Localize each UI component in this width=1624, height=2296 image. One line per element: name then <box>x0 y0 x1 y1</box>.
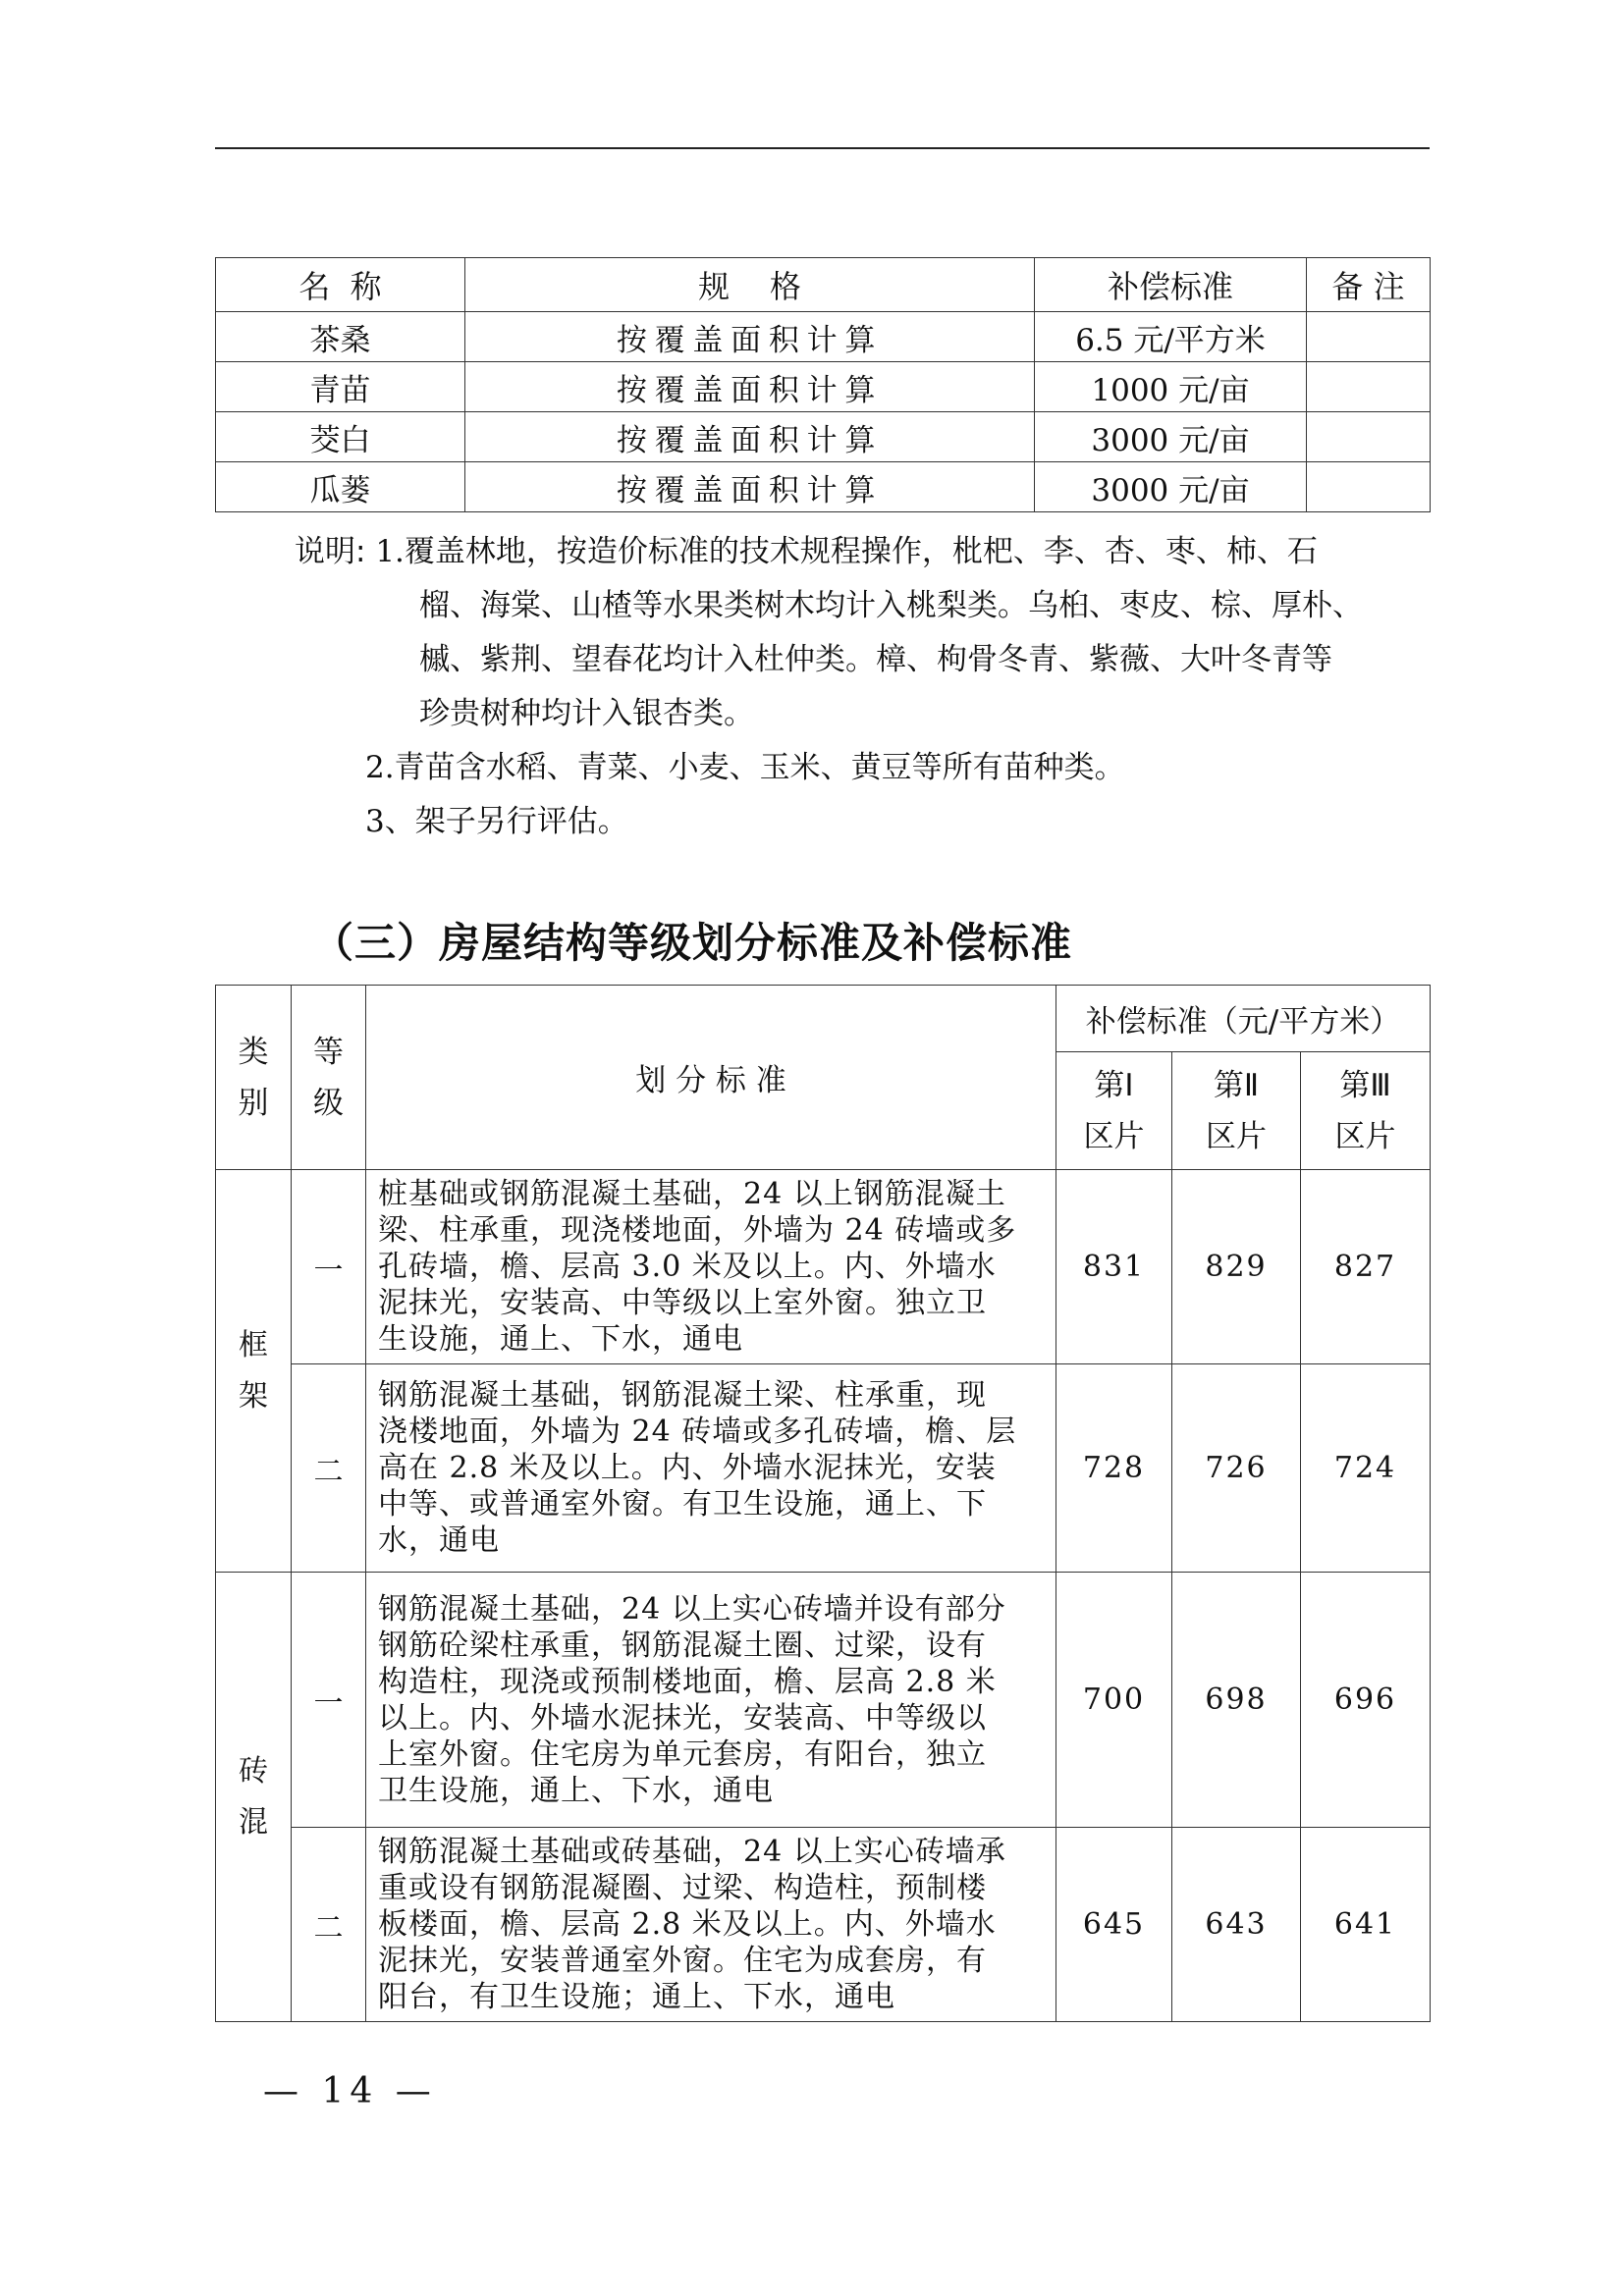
table-header-row <box>216 986 1431 1052</box>
col-header-zone-1 <box>1056 1052 1172 1170</box>
col-header-spec: 规 格 <box>465 258 1035 312</box>
table-row <box>216 462 1431 512</box>
notes-block <box>295 525 1414 849</box>
criteria-line: 孔砖墙，檐、层高 3.0 米及以上。内、外墙水 <box>378 1250 997 1284</box>
zone-1-value: 700 <box>1056 1573 1172 1828</box>
category-text: 砖混 <box>239 1753 268 1840</box>
criteria-cell <box>366 1828 1056 2022</box>
zone-3-text: 第Ⅲ区片 <box>1334 1067 1396 1154</box>
note-1-line: 槭、紫荆、望春花均计入杜仲类。樟、枸骨冬青、紫薇、大叶冬青等 <box>419 642 1332 677</box>
grade-cell: 二 <box>292 1828 366 2022</box>
zone-1-value: 728 <box>1056 1364 1172 1573</box>
criteria-line: 阳台，有卫生设施；通上、下水，通电 <box>378 1980 895 2014</box>
criteria-line: 泥抹光，安装普通室外窗。住宅为成套房，有 <box>378 1944 987 1978</box>
row-note <box>1307 462 1431 512</box>
row-spec: 按覆盖面积计算 <box>465 462 1035 512</box>
col-header-zone-2 <box>1172 1052 1301 1170</box>
row-spec: 按覆盖面积计算 <box>465 412 1035 462</box>
criteria-line: 钢筋混凝土基础或砖基础，24 以上实心砖墙承 <box>378 1835 1006 1869</box>
zone-2-value: 726 <box>1172 1364 1301 1573</box>
page-number: — 14 — <box>263 2071 437 2111</box>
criteria-line: 钢筋混凝土基础，钢筋混凝土梁、柱承重，现 <box>378 1378 987 1413</box>
criteria-line: 卫生设施，通上、下水，通电 <box>378 1773 774 1808</box>
criteria-line: 上室外窗。住宅房为单元套房，有阳台，独立 <box>378 1736 987 1772</box>
grade-cell: 二 <box>292 1364 366 1573</box>
note-2: 2.青苗含水稻、青菜、小麦、玉米、黄豆等所有苗种类。 <box>365 750 1125 785</box>
criteria-line: 水，通电 <box>378 1523 500 1558</box>
zone-1-value: 645 <box>1056 1828 1172 2022</box>
table-row <box>216 1364 1431 1573</box>
zone-3-value: 724 <box>1301 1364 1431 1573</box>
criteria-line: 板楼面，檐、层高 2.8 米及以上。内、外墙水 <box>378 1907 997 1942</box>
col-header-zone-3 <box>1301 1052 1431 1170</box>
row-note <box>1307 362 1431 412</box>
table-row <box>216 362 1431 412</box>
header-rule <box>215 147 1430 149</box>
category-cell <box>216 1170 292 1573</box>
row-spec: 按覆盖面积计算 <box>465 362 1035 412</box>
criteria-line: 重或设有钢筋混凝圈、过梁、构造柱，预制楼 <box>378 1871 987 1905</box>
zone-3-value: 696 <box>1301 1573 1431 1828</box>
criteria-line: 高在 2.8 米及以上。内、外墙水泥抹光，安装 <box>378 1451 997 1485</box>
criteria-line: 以上。内、外墙水泥抹光，安装高、中等级以 <box>378 1700 987 1735</box>
col-header-price: 补偿标准 <box>1035 258 1307 312</box>
section-title: （三）房屋结构等级划分标准及补偿标准 <box>312 919 1073 967</box>
note-1-line: 1.覆盖林地，按造价标准的技术规程操作，枇杷、李、杏、枣、柿、石 <box>375 534 1318 569</box>
criteria-line: 浇楼地面，外墙为 24 砖墙或多孔砖墙，檐、层 <box>378 1415 1017 1449</box>
note-3: 3、架子另行评估。 <box>365 804 628 839</box>
criteria-cell <box>366 1170 1056 1364</box>
criteria-line: 构造柱，现浇或预制楼地面，檐、层高 2.8 米 <box>378 1664 997 1699</box>
criteria-line: 泥抹光，安装高、中等级以上室外窗。独立卫 <box>378 1286 987 1320</box>
zone-1-value: 831 <box>1056 1170 1172 1364</box>
row-name: 茶桑 <box>216 312 465 362</box>
col-header-name: 名 称 <box>216 258 465 312</box>
col-header-category <box>216 986 292 1170</box>
col-header-criteria: 划 分 标 准 <box>366 986 1056 1170</box>
row-price: 6.5 元/平方米 <box>1035 312 1307 362</box>
note-1-line: 榴、海棠、山楂等水果类树木均计入桃梨类。乌桕、枣皮、棕、厚朴、 <box>419 588 1363 623</box>
zone-3-value: 827 <box>1301 1170 1431 1364</box>
table-header-row <box>216 258 1431 312</box>
table-row <box>216 312 1431 362</box>
row-price: 1000 元/亩 <box>1035 362 1307 412</box>
criteria-line: 生设施，通上、下水，通电 <box>378 1322 743 1357</box>
row-price: 3000 元/亩 <box>1035 412 1307 462</box>
seedling-compensation-table <box>215 257 1431 512</box>
zone-3-value: 641 <box>1301 1828 1431 2022</box>
criteria-line: 钢筋砼梁柱承重，钢筋混凝土圈、过梁，设有 <box>378 1628 987 1663</box>
table-row <box>216 1573 1431 1828</box>
category-header-text: 类别 <box>238 1034 269 1121</box>
zone-2-value: 643 <box>1172 1828 1301 2022</box>
row-spec: 按覆盖面积计算 <box>465 312 1035 362</box>
table-row <box>216 1170 1431 1364</box>
house-structure-table <box>215 985 1431 2022</box>
col-header-compensation: 补偿标准（元/平方米） <box>1056 986 1431 1052</box>
zone-2-value: 829 <box>1172 1170 1301 1364</box>
row-note <box>1307 312 1431 362</box>
criteria-line: 梁、柱承重，现浇楼地面，外墙为 24 砖墙或多 <box>378 1213 1017 1248</box>
zone-2-text: 第Ⅱ区片 <box>1206 1067 1267 1154</box>
note-1-line: 珍贵树种均计入银杏类。 <box>419 696 754 731</box>
criteria-line: 中等、或普通室外窗。有卫生设施，通上、下 <box>378 1487 987 1522</box>
criteria-line: 桩基础或钢筋混凝土基础，24 以上钢筋混凝土 <box>378 1177 1006 1211</box>
table-row <box>216 1828 1431 2022</box>
grade-cell: 一 <box>292 1573 366 1828</box>
row-name: 瓜蒌 <box>216 462 465 512</box>
table-row <box>216 412 1431 462</box>
col-header-grade <box>292 986 366 1170</box>
note-line <box>295 525 1414 579</box>
grade-header-text: 等级 <box>313 1034 344 1121</box>
category-cell <box>216 1573 292 2022</box>
notes-label: 说明: <box>295 534 366 569</box>
criteria-cell <box>366 1364 1056 1573</box>
criteria-line: 钢筋混凝土基础，24 以上实心砖墙并设有部分 <box>378 1591 1006 1627</box>
row-name: 茭白 <box>216 412 465 462</box>
col-header-note: 备 注 <box>1307 258 1431 312</box>
category-text: 框架 <box>239 1327 268 1414</box>
row-price: 3000 元/亩 <box>1035 462 1307 512</box>
row-name: 青苗 <box>216 362 465 412</box>
zone-2-value: 698 <box>1172 1573 1301 1828</box>
row-note <box>1307 412 1431 462</box>
grade-cell: 一 <box>292 1170 366 1364</box>
zone-1-text: 第Ⅰ区片 <box>1083 1067 1145 1154</box>
criteria-cell <box>366 1573 1056 1828</box>
